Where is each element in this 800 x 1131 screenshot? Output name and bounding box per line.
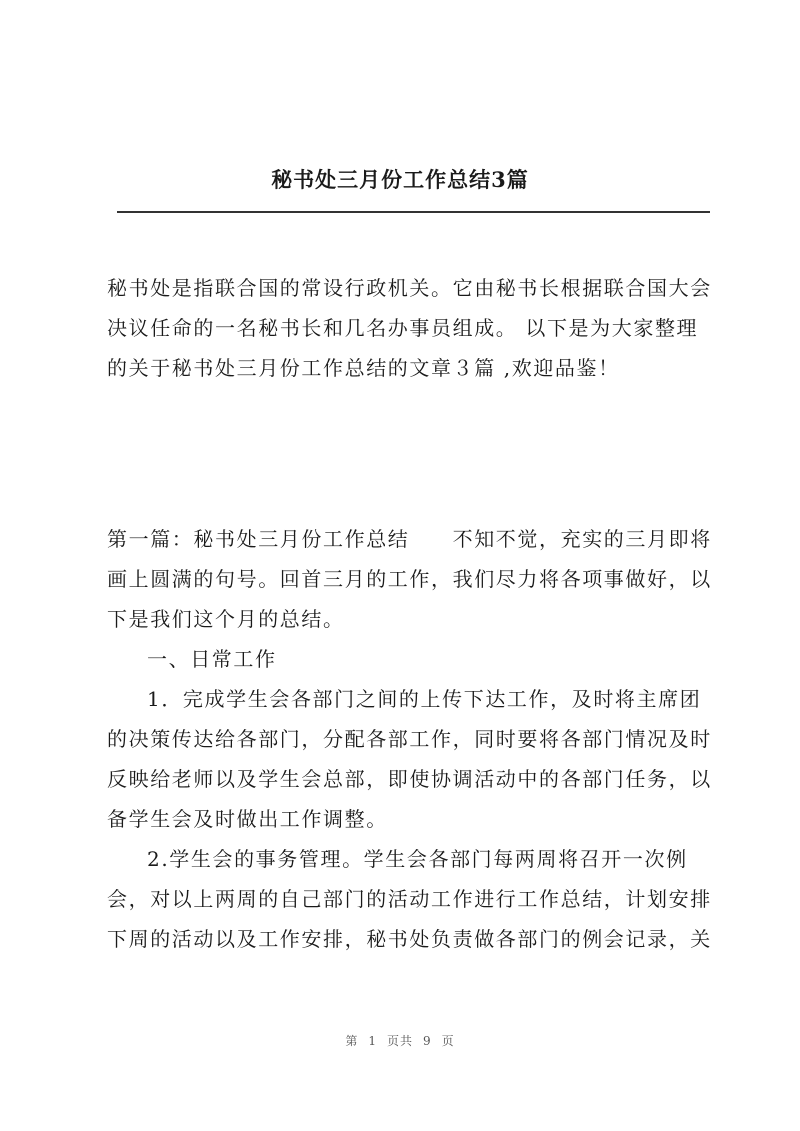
item-1-line: 反映给老师以及学生会总部，即使协调活动中的各部门任务，以 — [107, 767, 712, 791]
intro-line: 秘书处是指联合国的常设行政机关。它由秘书长根据联合国大会 — [107, 276, 712, 300]
section-1-line: 画上圆满的句号。回首三月的工作，我们尽力将各项事做好，以 — [107, 567, 712, 591]
item-1-line: 备学生会及时做出工作调整。 — [107, 807, 388, 831]
item-2-line: 会，对以上两周的自己部门的活动工作进行工作总结，计划安排 — [107, 887, 712, 911]
footer-suffix: 页 — [441, 1034, 455, 1048]
item-1-line: 的决策传达给各部门，分配各部工作，同时要将各部门情况及时 — [107, 727, 712, 751]
intro-line: 的关于秘书处三月份工作总结的文章３篇 ,欢迎品鉴！ — [107, 356, 620, 380]
section-1-line: 下是我们这个月的总结。 — [107, 607, 345, 631]
page-footer — [0, 1032, 800, 1049]
item-2-line: 2.学生会的事务管理。学生会各部门每两周将召开一次例 — [147, 847, 688, 871]
footer-page-number: 1 — [368, 1034, 377, 1048]
section-heading-daily-work: 一、日常工作 — [147, 647, 277, 671]
item-2-line: 下周的活动以及工作安排，秘书处负责做各部门的例会记录，关 — [107, 927, 712, 951]
document-title: 秘书处三月份工作总结3篇 — [271, 167, 529, 192]
section-1-line: 第一篇：秘书处三月份工作总结 不知不觉，充实的三月即将 — [107, 527, 712, 551]
item-1-line: 1．完成学生会各部门之间的上传下达工作，及时将主席团 — [147, 687, 702, 711]
title-divider — [117, 211, 710, 213]
footer-total-pages: 9 — [423, 1034, 432, 1048]
footer-prefix: 第 — [345, 1034, 359, 1048]
intro-line: 决议任命的一名秘书长和几名办事员组成。 以下是为大家整理 — [107, 316, 699, 340]
section-1 — [107, 519, 712, 959]
intro-paragraph — [107, 268, 712, 388]
footer-middle: 页共 — [386, 1034, 413, 1048]
